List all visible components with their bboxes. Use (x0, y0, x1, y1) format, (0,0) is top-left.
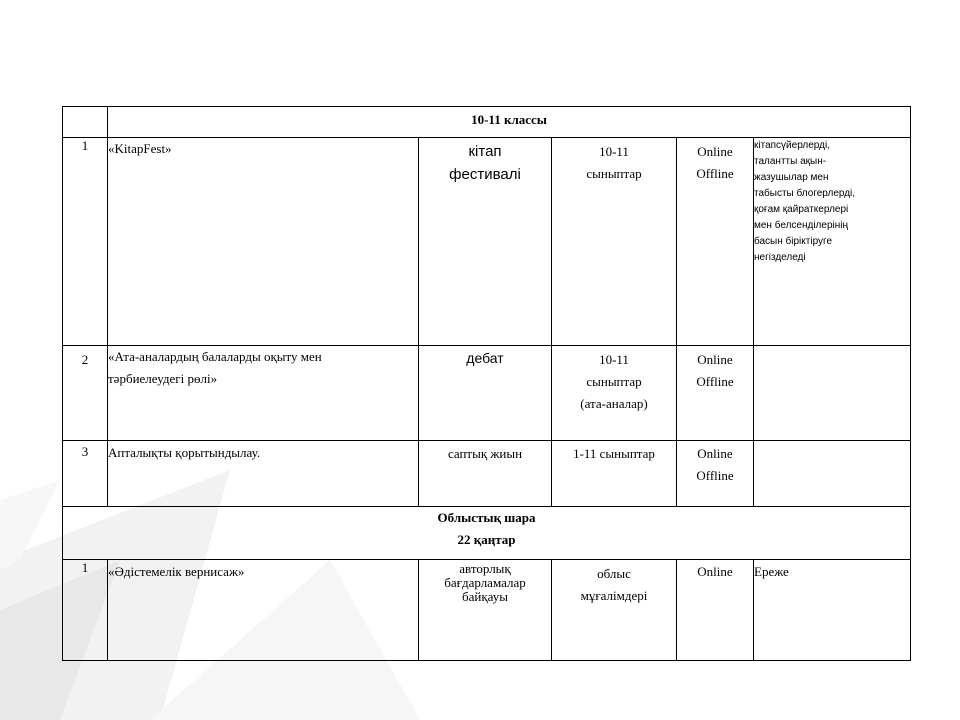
event-name: «Әдістемелік вернисаж» (108, 560, 419, 661)
note: Ереже (754, 560, 911, 661)
audience: 10-11 сыныптар (ата-аналар) (552, 346, 677, 441)
event-name: «KitapFest» (108, 138, 419, 346)
format: Online Offline (677, 346, 754, 441)
audience: 10-11 сыныптар (552, 138, 677, 346)
format: Online Offline (677, 138, 754, 346)
event-name: Апталықты қорытындылау. (108, 441, 419, 507)
section-header-row (63, 107, 911, 138)
event-form: кітап фестивалі (419, 138, 552, 346)
event-name: «Ата-аналардың балаларды оқыту мен тәрбиелеудегі рөлі» (108, 346, 419, 441)
row-number: 1 (63, 560, 108, 661)
event-form: авторлық бағдарламалар байқауы (419, 560, 552, 661)
event-schedule-table (62, 106, 911, 661)
row-number: 1 (63, 138, 108, 346)
row-number: 2 (63, 346, 108, 441)
section-header-row (63, 507, 911, 560)
section-title: 10-11 классы (108, 107, 911, 138)
blank-cell (63, 107, 108, 138)
event-form: саптық жиын (419, 441, 552, 507)
table-row (63, 138, 911, 346)
event-form: дебат (419, 346, 552, 441)
audience: облыс мұғалімдері (552, 560, 677, 661)
table-row (63, 560, 911, 661)
row-number: 3 (63, 441, 108, 507)
format: Online Offline (677, 441, 754, 507)
note (754, 441, 911, 507)
audience: 1-11 сыныптар (552, 441, 677, 507)
note: кітапсүйерлерді, талантты ақын- жазушылар мен табысты блогерлерді, қоғам қайраткерлері мен белсенділерінің басын біріктіруге негізделеді (754, 138, 911, 346)
table-row (63, 346, 911, 441)
format: Online (677, 560, 754, 661)
note (754, 346, 911, 441)
table-row (63, 441, 911, 507)
section-title: Облыстық шара 22 қаңтар (63, 507, 911, 560)
